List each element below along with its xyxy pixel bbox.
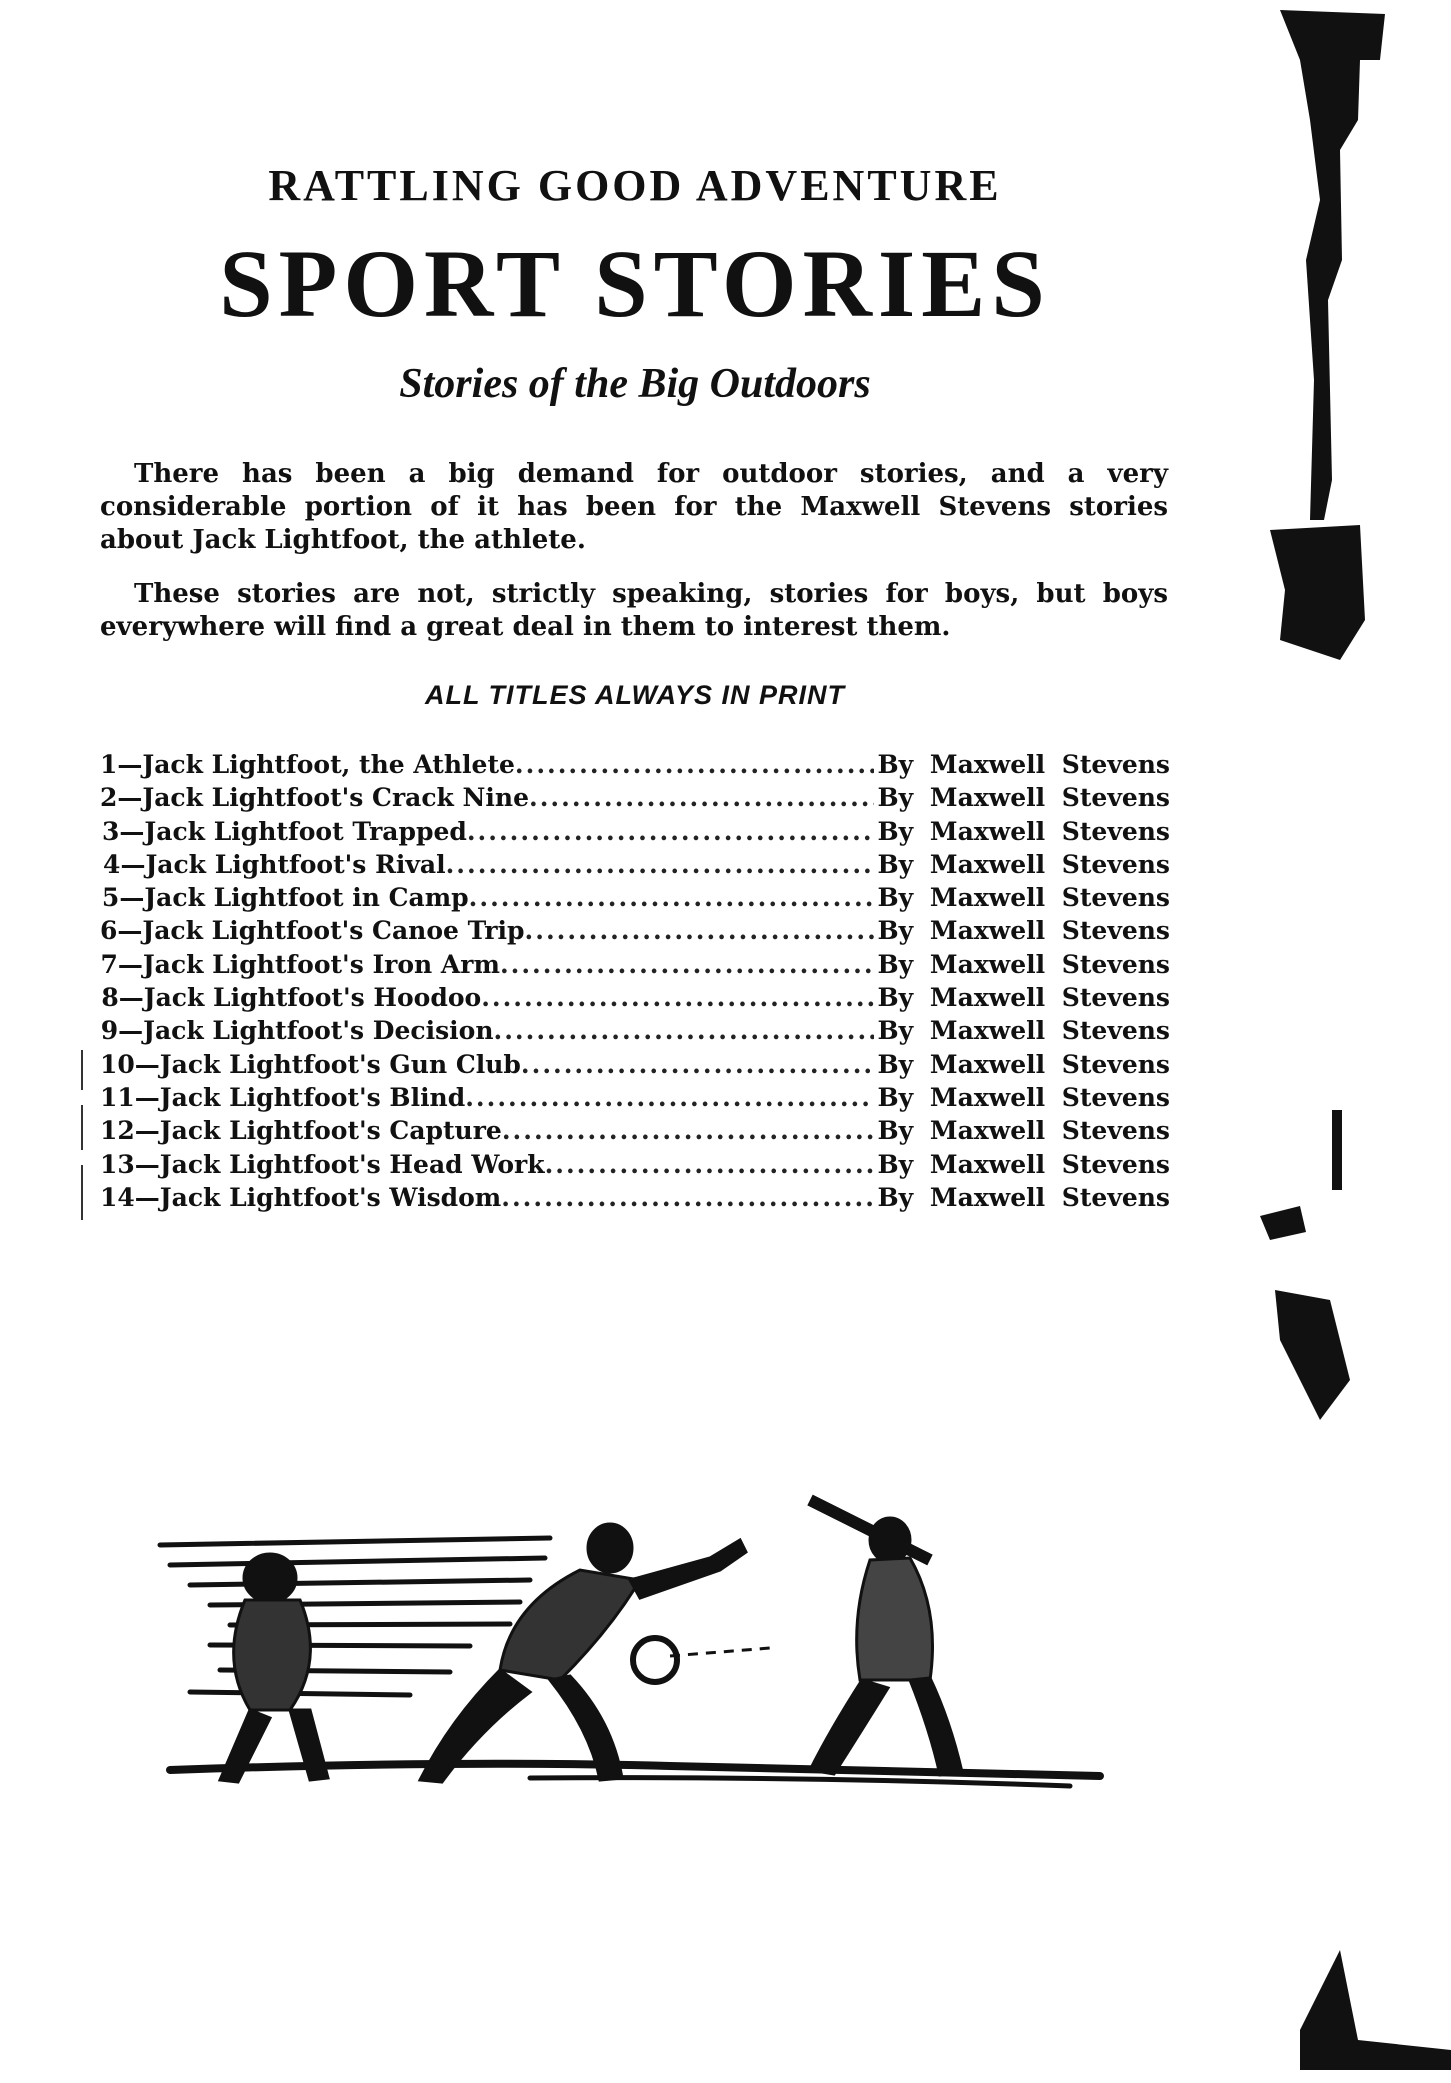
book-title: Jack Lightfoot Trapped (144, 816, 467, 846)
book-title: Jack Lightfoot in Camp (144, 883, 469, 913)
page-subtitle: Stories of the Big Outdoors (399, 361, 871, 407)
book-number: 13 (100, 1149, 135, 1179)
book-author: By Maxwell Stevens (877, 1049, 1170, 1079)
book-list-item (100, 750, 1170, 783)
book-list-item (100, 1083, 1170, 1116)
book-number: 2 (100, 783, 118, 813)
book-title: Jack Lightfoot's Rival (145, 849, 446, 879)
book-separator: — (118, 1016, 144, 1046)
book-separator: — (134, 1182, 160, 1212)
dot-leader (529, 783, 874, 812)
list-heading: ALL TITLES ALWAYS IN PRINT (424, 680, 845, 710)
dot-leader (469, 883, 874, 912)
dot-leader (525, 916, 874, 945)
book-title: Jack Lightfoot, the Athlete (142, 750, 515, 779)
book-title: Jack Lightfoot's Blind (159, 1082, 466, 1112)
dot-leader (465, 1083, 873, 1112)
book-number: 3 (102, 816, 120, 846)
book-list-item (100, 817, 1170, 850)
book-list-item (100, 1050, 1170, 1083)
dot-leader (494, 1016, 874, 1045)
book-author: By Maxwell Stevens (877, 849, 1170, 879)
book-separator: — (117, 949, 143, 979)
book-number: 4 (103, 849, 121, 879)
book-number: 8 (101, 983, 119, 1013)
baseball-game-illustration-icon (150, 1430, 1120, 1810)
book-author: By Maxwell Stevens (877, 1116, 1170, 1146)
book-list-item (100, 983, 1170, 1016)
book-author: By Maxwell Stevens (877, 1082, 1170, 1112)
book-title: Jack Lightfoot's Hoodoo (143, 983, 482, 1013)
dot-leader (501, 1183, 873, 1212)
kicker-heading: RATTLING GOOD ADVENTURE (268, 161, 1002, 210)
book-list-item (100, 950, 1170, 983)
book-author: By Maxwell Stevens (877, 983, 1170, 1013)
book-number: 5 (101, 883, 120, 913)
book-separator: — (117, 916, 143, 946)
book-separator: — (119, 816, 145, 846)
book-separator: — (119, 883, 145, 913)
book-number: 6 (100, 916, 118, 946)
book-separator: — (117, 783, 143, 813)
book-list-item (100, 883, 1170, 916)
margin-rule-marks (70, 1050, 90, 1230)
book-separator: — (120, 849, 146, 879)
book-author: By Maxwell Stevens (877, 883, 1170, 913)
book-list-item (100, 1016, 1170, 1049)
book-number: 11 (100, 1082, 135, 1112)
book-list-item (100, 783, 1170, 816)
dot-leader (521, 1050, 874, 1079)
intro-paragraph-1-text: There has been a big demand for outdoor stories, and a very considerable portion of it has been for the Maxwell Stevens stories about Jack Lightfoot, the athlete. (100, 459, 1168, 555)
book-title: Jack Lightfoot's Iron Arm (142, 949, 500, 979)
book-separator: — (118, 983, 144, 1013)
book-number: 10 (100, 1049, 135, 1079)
dot-leader (481, 983, 873, 1012)
book-number: 1 (100, 750, 118, 779)
book-author: By Maxwell Stevens (877, 1016, 1170, 1046)
dot-leader (446, 850, 874, 879)
book-author: By Maxwell Stevens (877, 783, 1170, 813)
book-author: By Maxwell Stevens (877, 750, 1170, 779)
book-title: Jack Lightfoot's Canoe Trip (142, 916, 525, 946)
book-separator: — (117, 750, 143, 779)
dot-leader (545, 1150, 874, 1179)
book-number: 12 (100, 1116, 135, 1146)
book-author: By Maxwell Stevens (877, 1149, 1170, 1179)
book-separator: — (134, 1149, 160, 1179)
dot-leader (502, 1116, 874, 1145)
book-list (100, 750, 1170, 1216)
book-title: Jack Lightfoot's Gun Club (159, 1049, 521, 1079)
book-title: Jack Lightfoot's Decision (143, 1016, 494, 1046)
book-list-item (100, 1116, 1170, 1149)
dot-leader (467, 817, 874, 846)
intro-paragraph-2 (100, 578, 1168, 644)
intro-paragraph-1 (100, 458, 1168, 557)
book-separator: — (134, 1082, 160, 1112)
dot-leader (500, 950, 874, 979)
book-number: 7 (100, 949, 118, 979)
book-title: Jack Lightfoot's Capture (159, 1116, 502, 1146)
scan-edge-artifact-icon (1240, 0, 1451, 2083)
book-separator: — (134, 1049, 160, 1079)
book-list-item (100, 1150, 1170, 1183)
book-title: Jack Lightfoot's Crack Nine (142, 783, 529, 813)
page-title: SPORT STORIES (219, 230, 1051, 337)
book-author: By Maxwell Stevens (877, 1182, 1170, 1212)
book-separator: — (134, 1116, 160, 1146)
book-author: By Maxwell Stevens (877, 916, 1170, 946)
book-author: By Maxwell Stevens (877, 816, 1170, 846)
book-list-item (100, 1183, 1170, 1216)
book-number: 14 (100, 1182, 135, 1212)
book-author: By Maxwell Stevens (877, 949, 1170, 979)
book-list-item (100, 850, 1170, 883)
intro-paragraph-2-text: These stories are not, strictly speaking, stories for boys, but boys everywhere will find a great deal in them to interest them. (100, 579, 1168, 642)
dot-leader (515, 750, 874, 779)
book-title: Jack Lightfoot's Head Work (159, 1149, 545, 1179)
book-number: 9 (100, 1016, 119, 1046)
book-list-item (100, 916, 1170, 949)
book-title: Jack Lightfoot's Wisdom (159, 1182, 502, 1212)
